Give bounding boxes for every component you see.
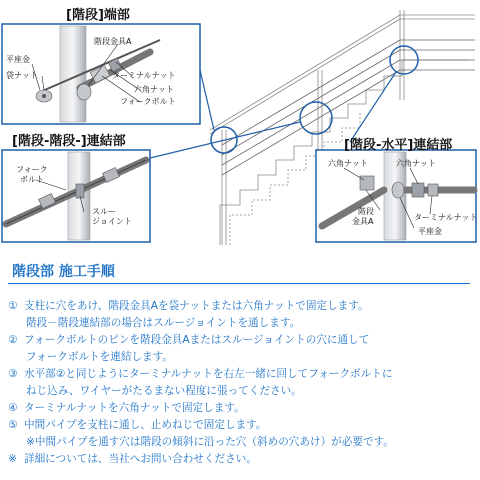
stair-joint-label-fork-2: ボルト	[20, 175, 44, 184]
procedure-step-2	[8, 332, 474, 349]
flat-joint-label-stair-fitting-1: 階段	[358, 207, 374, 216]
flat-joint-title: [階段-水平]連結部	[344, 138, 453, 153]
flat-joint-label-hex-nut-right: 六角ナット	[396, 159, 436, 168]
stair-joint-title: [階段-階段-]連結部	[12, 134, 126, 149]
step-number: ②	[8, 334, 18, 346]
end-title: [階段]端部	[66, 8, 130, 23]
flat-joint-label-stair-fitting-2: 金具A	[352, 217, 374, 226]
flat-joint-label-hex-nut: 六角ナット	[328, 159, 368, 168]
procedure-title: 階段部 施工手順	[12, 264, 115, 280]
stair-joint-label-slew-1: スルー	[92, 207, 116, 216]
end-label-flat-washer: 平座金	[6, 55, 30, 64]
note-text: 詳細については、当社へお問い合わせください。	[24, 453, 257, 465]
highlight-stair-joint-circle	[300, 102, 332, 134]
step-text: フォークボルトのピンを階段金具Aまたはスルージョイントの穴に通して	[24, 334, 370, 346]
procedure-step-2-cont: フォークボルトを連結します。	[26, 351, 173, 363]
step-text: 支柱に穴をあけ、階段金具Aを袋ナットまたは六角ナットで固定します。	[24, 300, 369, 312]
procedure-step-3	[8, 366, 474, 383]
step-number: ④	[8, 402, 18, 414]
step-text: ターミナルナットを六角ナットで固定します。	[24, 402, 245, 414]
procedure-steps	[8, 298, 474, 468]
procedure-step-5	[8, 417, 474, 434]
stair-joint-label-slew-2: ジョイント	[92, 217, 132, 226]
end-label-terminal-nut: ターミナルナット	[112, 71, 176, 80]
step-text: 中間パイプを支柱に通し、止めねじで固定します。	[24, 419, 267, 431]
note-mark: ※	[8, 453, 17, 465]
step-number: ③	[8, 368, 18, 380]
end-label-fork-bolt: フォークボルト	[120, 97, 176, 106]
procedure-step-1-cont: 階段－階段連結部の場合はスルージョイントを通します。	[26, 317, 301, 329]
step-number: ①	[8, 300, 18, 312]
end-label-hex-nut: 六角ナット	[134, 85, 174, 94]
procedure-note	[8, 451, 474, 468]
procedure-step-1	[8, 298, 474, 315]
end-label-stair-fitting-a: 階段金具A	[94, 37, 132, 46]
procedure-step-3-cont: ねじ込み、ワイヤーがたるまない程度に張ってください。	[26, 385, 302, 397]
step-text: 水平部②と同じようにターミナルナットを右左一緒に回してフォークボルトに	[24, 368, 393, 380]
stair-joint-label-fork-1: フォーク	[16, 165, 48, 174]
step-number: ⑤	[8, 419, 18, 431]
flat-joint-label-flat-washer: 平座金	[418, 227, 442, 236]
end-label-bag-nut: 袋ナット	[6, 71, 38, 80]
procedure-divider	[8, 283, 470, 284]
flat-joint-label-terminal-nut: ターミナルナット	[414, 213, 478, 222]
procedure-step-4	[8, 400, 474, 417]
procedure-step-5-note: ※中間パイプを通す穴は階段の傾斜に沿った穴（斜めの穴あけ）が必要です。	[26, 436, 394, 448]
